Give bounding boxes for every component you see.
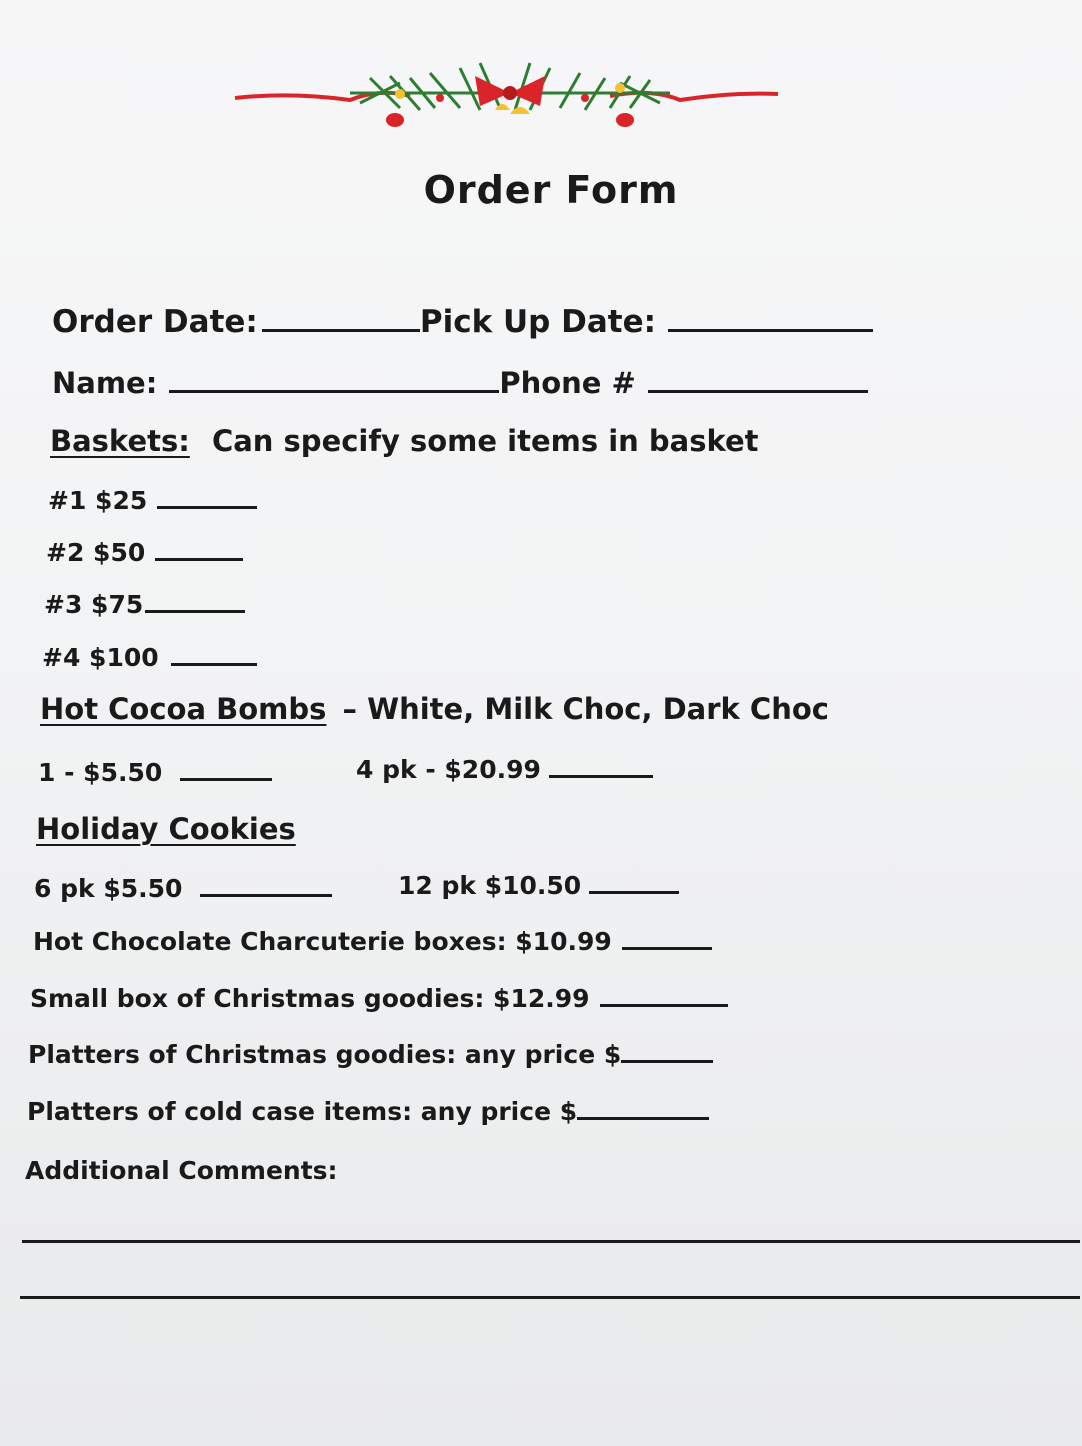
- cookies-12pk-label: 12 pk $10.50: [398, 871, 582, 900]
- cookies-6pk-row: [34, 874, 332, 903]
- cookies-12pk-row: [398, 871, 679, 900]
- charcuterie-row: [33, 927, 712, 956]
- platters-cold-row: [27, 1097, 709, 1126]
- charcuterie-label: Hot Chocolate Charcuterie boxes: $10.99: [33, 927, 612, 956]
- basket-1-row: [48, 486, 257, 515]
- form-title: Order Form: [423, 168, 679, 212]
- name-field[interactable]: [169, 390, 499, 393]
- platters-goodies-label: Platters of Christmas goodies: any price $: [28, 1040, 622, 1069]
- christmas-garland-icon: [230, 48, 790, 148]
- phone-label: Phone #: [499, 366, 636, 400]
- cocoa-single-field[interactable]: [180, 778, 272, 781]
- comments-line-1[interactable]: [22, 1240, 1080, 1243]
- pickup-date-label: Pick Up Date:: [419, 304, 657, 340]
- cookies-heading: Holiday Cookies: [36, 812, 296, 846]
- baskets-note: Can specify some items in basket: [211, 424, 759, 458]
- comments-label: Additional Comments:: [25, 1156, 338, 1185]
- name-label: Name:: [52, 366, 158, 400]
- platters-cold-field[interactable]: [577, 1117, 709, 1120]
- platters-goodies-field[interactable]: [621, 1060, 713, 1063]
- baskets-row: [50, 424, 759, 458]
- basket-2-row: [46, 538, 243, 567]
- basket-4-row: [42, 643, 257, 672]
- basket-1-label: #1 $25: [48, 486, 148, 515]
- basket-2-field[interactable]: [155, 558, 243, 561]
- order-date-row: [52, 304, 873, 340]
- basket-1-field[interactable]: [157, 506, 257, 509]
- cocoa-bombs-flavors: – White, Milk Choc, Dark Choc: [342, 692, 829, 726]
- order-date-label: Order Date:: [52, 304, 258, 340]
- cookies-12pk-field[interactable]: [589, 891, 679, 894]
- small-box-field[interactable]: [600, 1004, 728, 1007]
- basket-3-row: [44, 590, 245, 619]
- comments-line-2[interactable]: [20, 1296, 1080, 1299]
- platters-cold-label: Platters of cold case items: any price $: [27, 1097, 578, 1126]
- cocoa-single-label: 1 - $5.50: [38, 758, 163, 787]
- basket-4-field[interactable]: [171, 663, 257, 666]
- basket-2-label: #2 $50: [46, 538, 146, 567]
- small-box-label: Small box of Christmas goodies: $12.99: [30, 984, 590, 1013]
- basket-3-label: #3 $75: [44, 590, 144, 619]
- cocoa-bombs-row: [40, 692, 829, 726]
- platters-goodies-row: [28, 1040, 713, 1069]
- cocoa-bombs-heading: Hot Cocoa Bombs: [40, 692, 327, 726]
- phone-field[interactable]: [648, 390, 868, 393]
- order-date-field[interactable]: [262, 329, 420, 332]
- small-box-row: [30, 984, 728, 1013]
- name-row: [52, 366, 868, 400]
- cookies-6pk-label: 6 pk $5.50: [34, 874, 183, 903]
- basket-4-label: #4 $100: [42, 643, 159, 672]
- cookies-6pk-field[interactable]: [200, 894, 332, 897]
- cocoa-4pk-row: [356, 755, 653, 784]
- cocoa-4pk-field[interactable]: [549, 775, 653, 778]
- cookies-row: [36, 812, 296, 846]
- comments-row: [25, 1156, 338, 1185]
- cocoa-4pk-label: 4 pk - $20.99: [356, 755, 541, 784]
- baskets-heading: Baskets:: [50, 424, 190, 458]
- cocoa-single-row: [38, 758, 272, 787]
- pickup-date-field[interactable]: [668, 329, 873, 332]
- charcuterie-field[interactable]: [622, 947, 712, 950]
- basket-3-field[interactable]: [145, 610, 245, 613]
